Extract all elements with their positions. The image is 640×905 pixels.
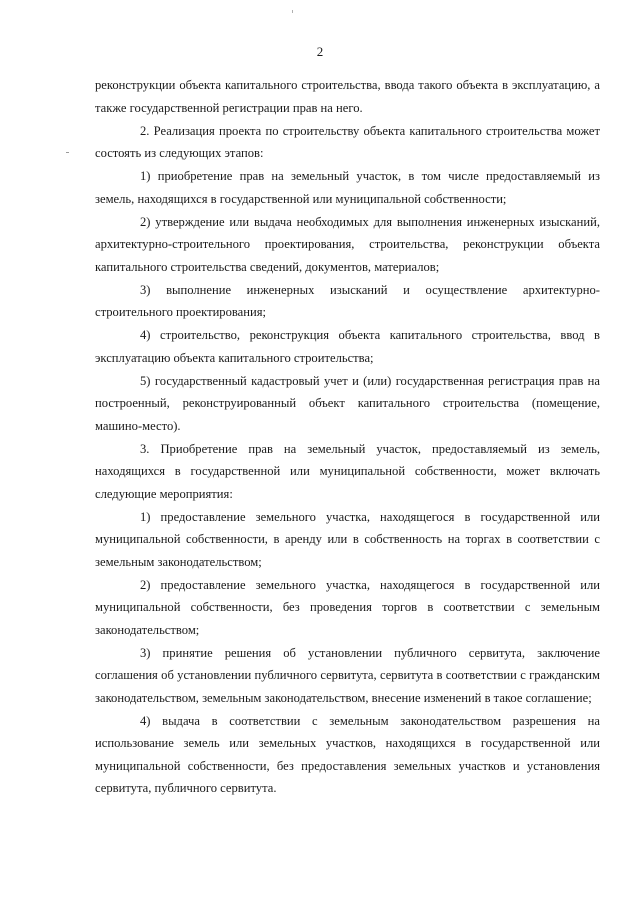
paragraph-item-2-5: 5) государственный кадастровый учет и (или) государственная регистрация прав на построенный, реконструированный объект капитального строительства (помещение, машино-место). [95, 373, 600, 433]
paragraph-item-3-4: 4) выдача в соответствии с земельным законодательством разрешения на использование земель или земельных участков, находящихся в государственной или муниципальной собственности, без предоставления земельных участков и установления сервитута, публичного сервитута. [95, 713, 600, 795]
margin-mark [66, 152, 69, 153]
paragraph-continuation: реконструкции объекта капитального строительства, ввода такого объекта в эксплуатацию, а также государственной регистрации прав на него. [95, 78, 600, 115]
paragraph-item-2-3: 3) выполнение инженерных изысканий и осуществление архитектурно-строительного проектирования; [95, 282, 600, 319]
document-body [95, 74, 600, 800]
page-number: 2 [316, 44, 324, 59]
paragraph-clause-3: 3. Приобретение прав на земельный участок, предоставляемый из земель, находящихся в государственной или муниципальной собственности, может включать следующие мероприятия: [95, 441, 600, 501]
paragraph-clause-2: 2. Реализация проекта по строительству объекта капитального строительства может состоять из следующих этапов: [95, 123, 600, 160]
paragraph-item-2-1: 1) приобретение прав на земельный участок, в том числе предоставляемый из земель, находящихся в государственной или муниципальной собственности; [95, 169, 600, 206]
paragraph-item-3-1: 1) предоставление земельного участка, находящегося в государственной или муниципальной собственности, в аренду или в собственность на торгах в соответствии с земельным законодательством; [95, 509, 600, 569]
scan-mark [292, 10, 293, 13]
paragraph-item-3-2: 2) предоставление земельного участка, находящегося в государственной или муниципальной собственности, без проведения торгов в соответствии с земельным законодательством; [95, 577, 600, 637]
paragraph-item-2-2: 2) утверждение или выдача необходимых для выполнения инженерных изысканий, архитектурно-строительного проектирования, строительства, реконструкции объекта капитального строительства сведений, документов, материалов; [95, 214, 600, 274]
paragraph-item-3-3: 3) принятие решения об установлении публичного сервитута, заключение соглашения об установлении публичного сервитута, сервитута в соответствии с гражданским законодательством, земельным законодательством, внесение изменений в такое соглашение; [95, 645, 600, 705]
paragraph-item-2-4: 4) строительство, реконструкция объекта капитального строительства, ввод в эксплуатацию объекта капитального строительства; [95, 328, 600, 365]
